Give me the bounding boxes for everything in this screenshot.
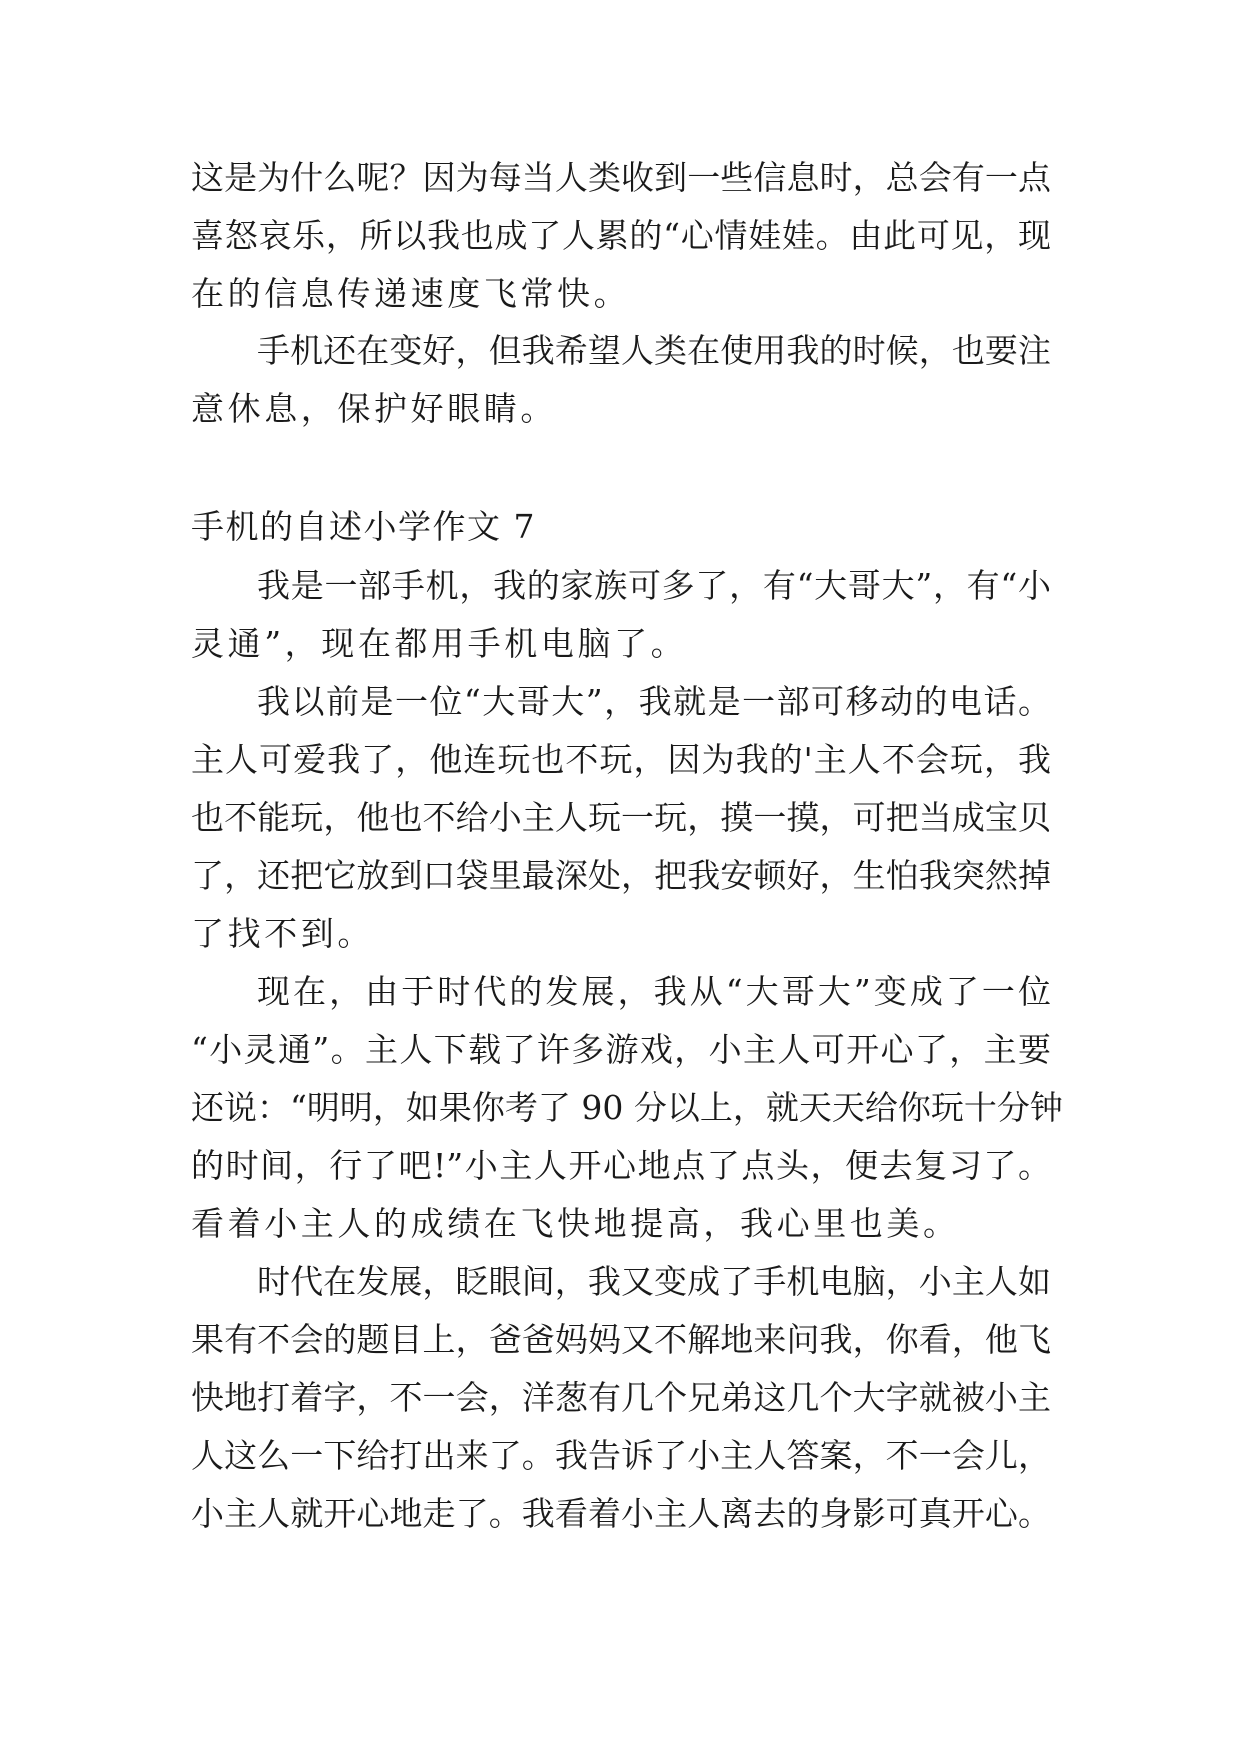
- text-line: 这是为什么呢？因为每当人类收到一些信息时，总会有一点: [191, 158, 1051, 197]
- text-line: 小主人就开心地走了。我看着小主人离去的身影可真开心。: [191, 1494, 1051, 1533]
- text-line: 快地打着字，不一会，洋葱有几个兄弟这几个大字就被小主: [191, 1378, 1051, 1417]
- text-line: 现在，由于时代的发展，我从“大哥大”变成了一位: [257, 972, 1051, 1011]
- text-line: 灵通”，现在都用手机电脑了。: [191, 624, 688, 663]
- text-line: 看着小主人的成绩在飞快地提高，我心里也美。: [191, 1204, 960, 1243]
- text-line: 喜怒哀乐，所以我也成了人累的“心情娃娃。由此可见，现: [191, 216, 1051, 255]
- text-line: 我以前是一位“大哥大”，我就是一部可移动的电话。: [257, 682, 1051, 721]
- text-line: 手机还在变好，但我希望人类在使用我的时候，也要注: [257, 331, 1051, 370]
- text-line: “小灵通”。主人下载了许多游戏，小主人可开心了，主要: [191, 1030, 1051, 1069]
- text-line: 在的信息传递速度飞常快。: [191, 274, 631, 313]
- text-line: 果有不会的题目上，爸爸妈妈又不解地来问我，你看，他飞: [191, 1320, 1051, 1359]
- text-line: 的时间，行了吧!”小主人开心地点了点头，便去复习了。: [191, 1146, 1051, 1185]
- text-line: 时代在发展，眨眼间，我又变成了手机电脑，小主人如: [257, 1262, 1051, 1301]
- text-line: 我是一部手机，我的家族可多了，有“大哥大”，有“小: [257, 566, 1051, 605]
- text-line: 也不能玩，他也不给小主人玩一玩，摸一摸，可把当成宝贝: [191, 798, 1051, 837]
- text-line: 人这么一下给打出来了。我告诉了小主人答案，不一会儿，: [191, 1436, 1051, 1475]
- text-line: 了找不到。: [191, 914, 374, 953]
- text-line: 还说：“明明，如果你考了 90 分以上，就天天给你玩十分钟: [191, 1088, 1063, 1127]
- section-title: 手机的自述小学作文 7: [191, 507, 536, 546]
- text-line: 意休息，保护好眼睛。: [191, 389, 557, 428]
- text-line: 主人可爱我了，他连玩也不玩，因为我的'主人不会玩，我: [191, 740, 1051, 779]
- text-line: 了，还把它放到口袋里最深处，把我安顿好，生怕我突然掉: [191, 856, 1051, 895]
